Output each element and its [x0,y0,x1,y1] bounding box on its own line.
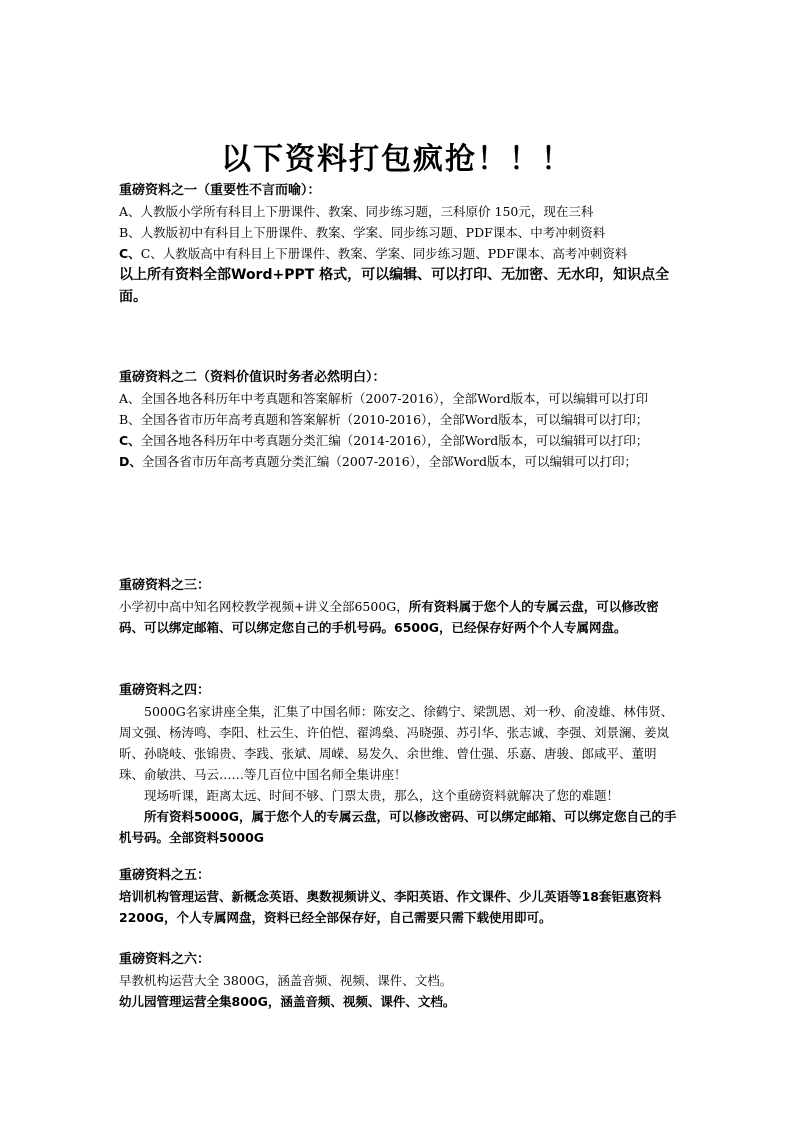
section-5-text: 培训机构管理运营、新概念英语、奥数视频讲义、李阳英语、作文课件、少儿英语等18套钜惠资料2200G，个人专属网盘，资料已经全部保存好，自己需要只需下载使用即可。 [119,889,662,925]
section-2-line-d [119,451,679,472]
section-4-heading: 重磅资料之四： [119,683,211,698]
section-5 [119,866,679,928]
section-1-line-c [119,243,679,264]
section-4-para-1: 5000G名家讲座全集，汇集了中国名师：陈安之、徐鹤宁、梁凯恩、刘一秒、俞凌雄、林伟贤、周文强、杨涛鸣、李阳、杜云生、许伯恺、翟鸿燊、冯晓强、苏引华、张志诚、李强、刘景澜、姜岚昕、孙晓岐、张锦贵、李践、张斌、周嵘、易发久、余世维、曾仕强、乐嘉、唐骏、郎咸平、董明珠、俞敏洪、马云……等几百位中国名师全集讲座！ [119,704,674,782]
section-1 [119,181,679,308]
section-1-line-a: A、人教版小学所有科目上下册课件、教案、同步练习题，三科原价 150元，现在三科 [119,204,594,219]
section-3-heading: 重磅资料之三： [119,578,211,593]
section-1-line-c-prefix: C、 [119,246,141,261]
section-3-text-plain: 小学初中高中知名网校教学视频+讲义全部6500G， [119,599,409,614]
section-2-line-c [119,430,679,451]
section-2-line-b: B、全国各省市历年高考真题和答案解析（2010-2016），全部Word版本，可以编辑可以打印； [119,412,649,427]
section-2-line-a: A、全国各地各科历年中考真题和答案解析（2007-2016），全部Word版本，可以编辑可以打印 [119,391,649,406]
section-2-line-d-text: 全国各省市历年高考真题分类汇编（2007-2016），全部Word版本，可以编辑可以打印； [141,454,637,469]
section-6-line-2: 幼儿园管理运营全集800G，涵盖音频、视频、课件、文档。 [119,994,456,1009]
section-2-line-d-prefix: D、 [119,454,142,469]
section-5-heading: 重磅资料之五： [119,868,211,883]
section-4 [119,681,679,848]
section-3-body [119,596,679,638]
section-1-note: 以上所有资料全部Word+PPT 格式，可以编辑、可以打印、无加密、无水印，知识点全面。 [119,267,670,305]
section-3 [119,576,679,638]
section-2-heading: 重磅资料之二（资料价值识时务者必然明白）： [119,370,386,385]
section-1-line-b: B、人教版初中有科目上下册课件、教案、学案、同步练习题、PDF课本、中考冲刺资料 [119,225,606,240]
section-6-line-1: 早教机构运营大全 3800G，涵盖音频、视频、课件、文档。 [119,973,453,988]
section-6 [119,950,679,1012]
section-4-para-3: 所有资料5000G，属于您个人的专属云盘，可以修改密码、可以绑定邮箱、可以绑定您自己的手机号码。全部资料5000G [119,809,677,845]
section-2-line-c-text: 全国各地各科历年中考真题分类汇编（2014-2016），全部Word版本，可以编辑可以打印； [140,433,649,448]
section-1-heading: 重磅资料之一（重要性不言而喻）： [119,183,321,198]
page-title: 以下资料打包疯抢！！！ [221,142,573,177]
section-6-heading: 重磅资料之六： [119,952,211,967]
section-3-text-bold: 所有资料属于您个人的专属云盘，可以修改密码、可以绑定邮箱、可以绑定您自己的手机号码。6500G，已经保存好两个个人专属网盘。 [119,599,659,635]
section-1-line-c-text: C、人教版高中有科目上下册课件、教案、学案、同步练习题、PDF课本、高考冲刺资料 [140,246,628,261]
section-2 [119,368,679,472]
section-2-line-c-prefix: C、 [119,433,141,448]
section-4-para-2: 现场听课，距离太远、时间不够、门票太贵，那么，这个重磅资料就解决了您的难题！ [144,788,620,803]
